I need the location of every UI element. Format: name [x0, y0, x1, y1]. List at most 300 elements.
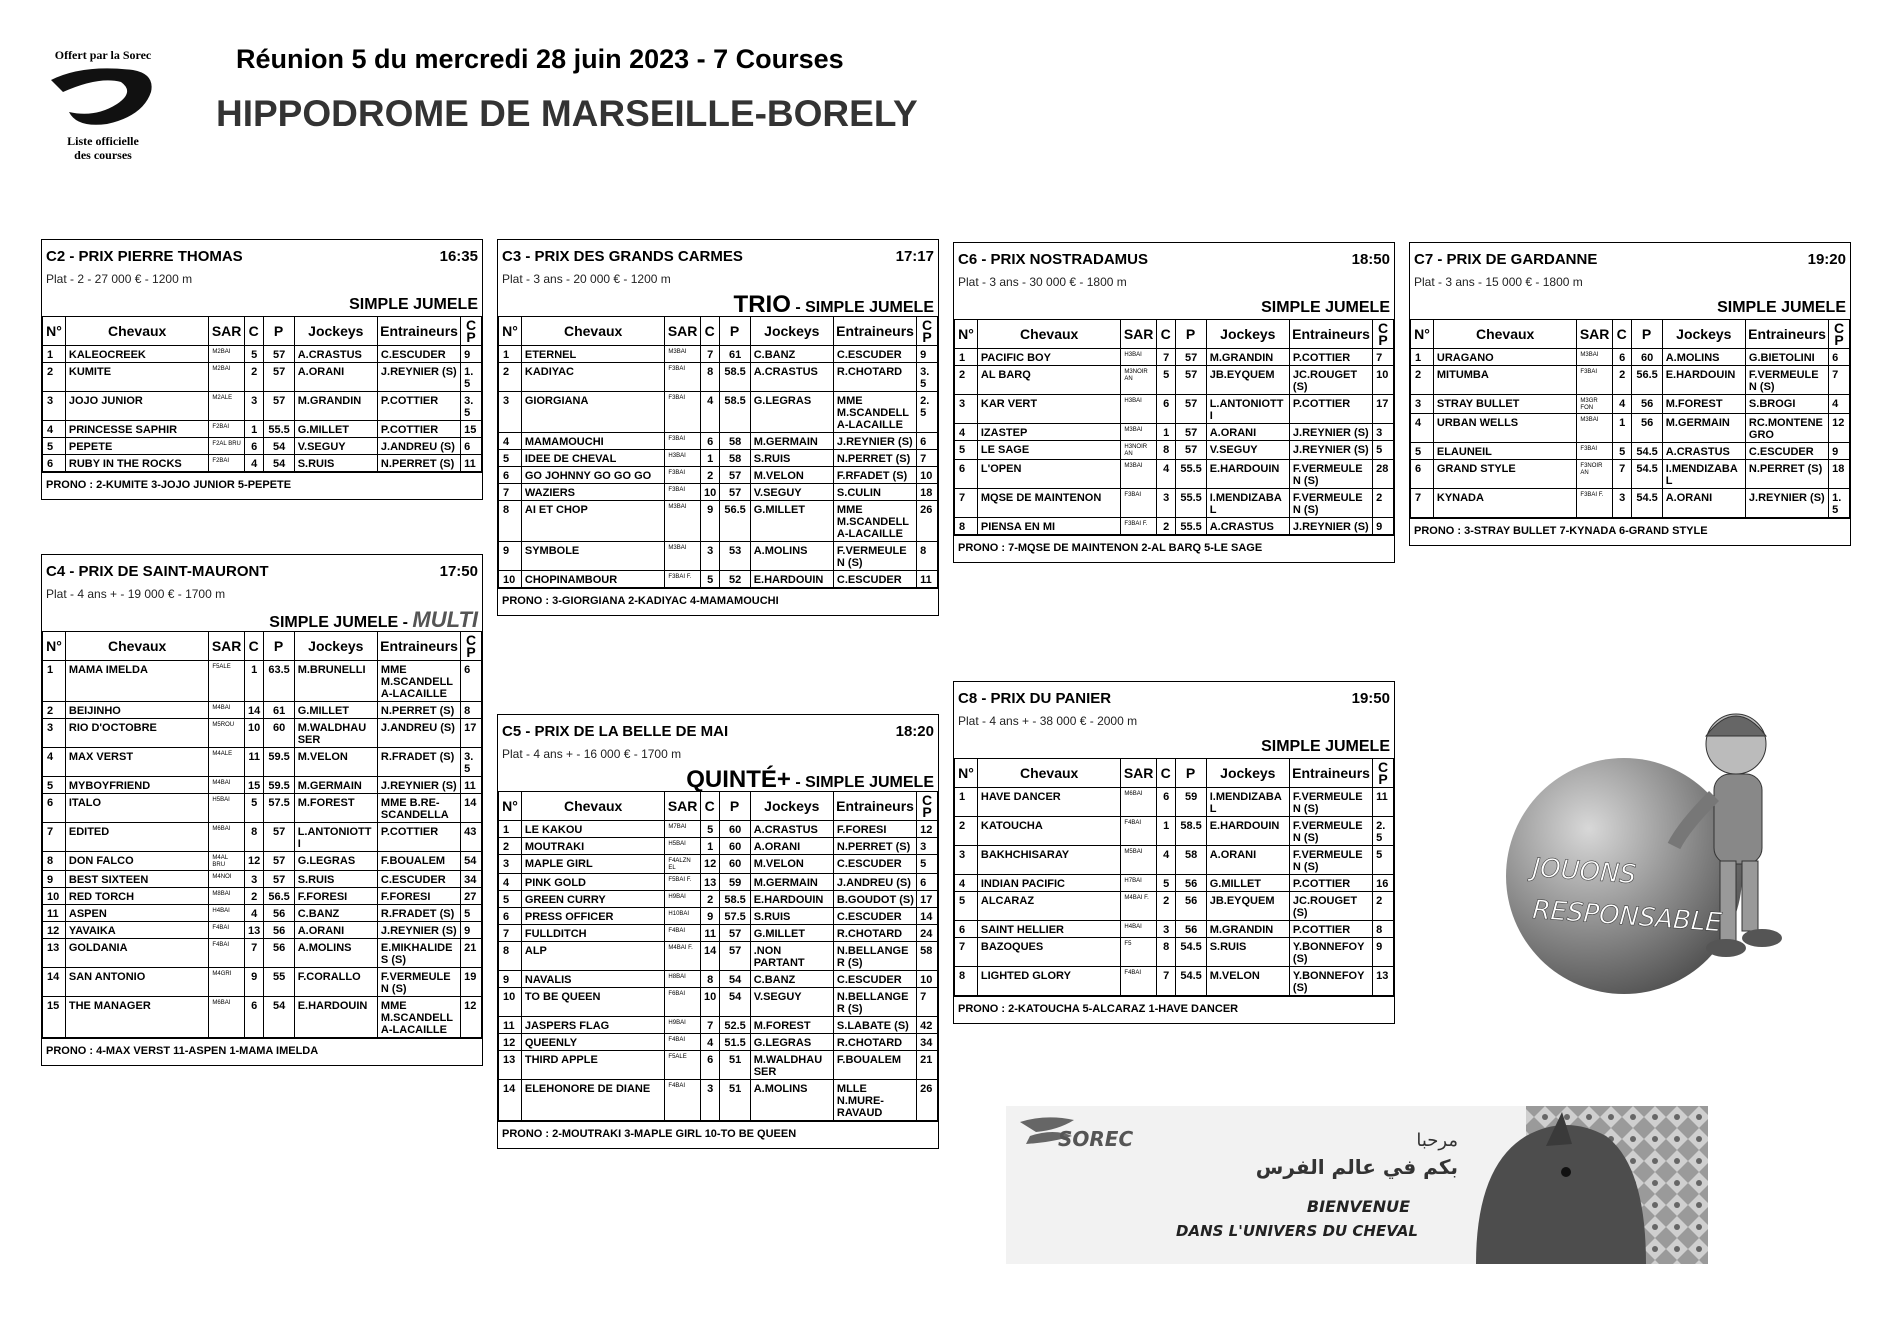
- column-header-trainer: Entraineurs: [833, 792, 916, 821]
- runner-row: [499, 392, 938, 433]
- odds: 14: [461, 794, 482, 823]
- horse-name: LE SAGE: [977, 441, 1121, 460]
- runner-number: 6: [1411, 460, 1434, 489]
- trainer: J.REYNIER (S): [377, 777, 460, 794]
- column-header-jockey: Jockeys: [1206, 320, 1289, 349]
- horse-name: IZASTEP: [977, 424, 1121, 441]
- draw: 12: [244, 852, 263, 871]
- horse-name: ELEHONORE DE DIANE: [521, 1080, 665, 1121]
- runner-number: 12: [43, 922, 66, 939]
- horse-sar: M4BAI: [209, 702, 244, 719]
- horse-name: RIO D'OCTOBRE: [65, 719, 209, 748]
- runner-row: [955, 967, 1394, 996]
- odds: 3.5: [461, 748, 482, 777]
- draw: 3: [700, 1080, 719, 1121]
- runner-number: 7: [1411, 489, 1434, 518]
- horse-sar: H7BAI: [1121, 875, 1156, 892]
- sorec-text: SOREC: [1058, 1127, 1134, 1151]
- runner-row: [955, 875, 1394, 892]
- jockey: S.RUIS: [294, 455, 377, 472]
- table-header-row: [43, 317, 482, 346]
- horse-name: MQSE DE MAINTENON: [977, 489, 1121, 518]
- weight: 51: [719, 1051, 750, 1080]
- trainer: G.BIETOLINI: [1745, 349, 1828, 366]
- runners-table: [498, 791, 938, 1121]
- horse-sar: M4GRI: [209, 968, 244, 997]
- horse-name: CHOPINAMBOUR: [521, 571, 665, 588]
- runner-row: [499, 450, 938, 467]
- runner-row: [955, 366, 1394, 395]
- runner-row: [955, 846, 1394, 875]
- draw: 7: [1612, 460, 1631, 489]
- odds: 17: [917, 891, 938, 908]
- jockey: C.BANZ: [294, 905, 377, 922]
- odds: 26: [917, 501, 938, 542]
- runner-row: [43, 871, 482, 888]
- jockey: G.LEGRAS: [750, 392, 833, 433]
- trainer: C.ESCUDER: [833, 346, 916, 363]
- trainer: S.BROGI: [1745, 395, 1828, 414]
- runner-row: [499, 484, 938, 501]
- race-card-c5: [497, 714, 939, 1149]
- horse-sar: M3BAI: [665, 542, 700, 571]
- runner-number: 2: [1411, 366, 1434, 395]
- weight: 55.5: [1175, 460, 1206, 489]
- runner-number: 8: [955, 518, 978, 535]
- horse-name: TO BE QUEEN: [521, 988, 665, 1017]
- column-header-horse: Chevaux: [977, 759, 1121, 788]
- horse-sar: F4BAI: [209, 939, 244, 968]
- horse-sar: F2BAI: [209, 421, 244, 438]
- draw: 5: [1612, 443, 1631, 460]
- runner-row: [43, 702, 482, 719]
- draw: 8: [700, 971, 719, 988]
- jockey: I.MENDIZABA L: [1206, 788, 1289, 817]
- weight: 57: [1175, 395, 1206, 424]
- odds: 18: [1829, 460, 1850, 489]
- runner-number: 7: [955, 489, 978, 518]
- column-header-p: P: [1175, 320, 1206, 349]
- trainer: R.FRADET (S): [377, 905, 460, 922]
- odds: 26: [917, 1080, 938, 1121]
- horse-sar: M3BAI: [1121, 424, 1156, 441]
- race-title: C5 - PRIX DE LA BELLE DE MAI: [502, 723, 729, 740]
- odds: 3.5: [461, 392, 482, 421]
- horse-sar: M6BAI: [1121, 788, 1156, 817]
- column-header-num: N°: [499, 317, 522, 346]
- odds: 2.5: [917, 392, 938, 433]
- horse-name: MAMAMOUCHI: [521, 433, 665, 450]
- column-header-trainer: Entraineurs: [377, 317, 460, 346]
- race-title: C7 - PRIX DE GARDANNE: [1414, 251, 1598, 268]
- runner-row: [499, 821, 938, 838]
- horse-name: THE MANAGER: [65, 997, 209, 1038]
- horse-name: DON FALCO: [65, 852, 209, 871]
- horse-name: GREEN CURRY: [521, 891, 665, 908]
- column-header-num: N°: [1411, 320, 1434, 349]
- weight: 56: [1175, 892, 1206, 921]
- jockey: M.GRANDIN: [1206, 921, 1289, 938]
- runner-number: 5: [955, 892, 978, 921]
- odds: 5: [917, 855, 938, 874]
- race-bet-types: [1410, 295, 1850, 319]
- column-header-p: P: [1631, 320, 1662, 349]
- odds: 10: [917, 971, 938, 988]
- trainer: R.CHOTARD: [833, 1034, 916, 1051]
- odds: 7: [917, 450, 938, 467]
- draw: 3: [1156, 921, 1175, 938]
- odds: 2.5: [1373, 817, 1394, 846]
- jockey: E.HARDOUIN: [1206, 817, 1289, 846]
- arabic-welcome-2: بكم في عالم الفرس: [1255, 1155, 1458, 1179]
- runner-number: 6: [499, 467, 522, 484]
- trainer: JC.ROUGET (S): [1289, 366, 1372, 395]
- draw: 4: [1156, 460, 1175, 489]
- runner-number: 1: [499, 821, 522, 838]
- race-time: 16:35: [439, 248, 478, 265]
- trainer: P.COTTIER: [1289, 395, 1372, 424]
- runner-row: [43, 438, 482, 455]
- column-header-horse: Chevaux: [521, 792, 665, 821]
- runner-number: 6: [955, 460, 978, 489]
- trainer: F.VERMEULE N (S): [1289, 788, 1372, 817]
- draw: 2: [700, 467, 719, 484]
- horse-name: ALCARAZ: [977, 892, 1121, 921]
- race-bet-types: [498, 292, 938, 316]
- runner-number: 4: [1411, 414, 1434, 443]
- runner-row: [43, 905, 482, 922]
- race-title: C8 - PRIX DU PANIER: [958, 690, 1112, 707]
- weight: 56.5: [1631, 366, 1662, 395]
- column-header-cp: CP: [461, 632, 482, 661]
- weight: 56: [263, 905, 294, 922]
- draw: 8: [1156, 441, 1175, 460]
- runner-number: 5: [43, 777, 66, 794]
- weight: 55.5: [1175, 489, 1206, 518]
- column-header-p: P: [263, 317, 294, 346]
- odds: 34: [461, 871, 482, 888]
- runner-row: [499, 571, 938, 588]
- draw: 2: [244, 363, 263, 392]
- jouons-text-1: JOUONS: [1531, 853, 1637, 891]
- column-header-jockey: Jockeys: [750, 317, 833, 346]
- runner-number: 1: [43, 346, 66, 363]
- runner-row: [499, 874, 938, 891]
- horse-sar: M3BAI: [1577, 414, 1612, 443]
- odds: 5: [1373, 441, 1394, 460]
- weight: 61: [263, 702, 294, 719]
- draw: 10: [700, 988, 719, 1017]
- draw: 15: [244, 777, 263, 794]
- draw: 6: [700, 1051, 719, 1080]
- runner-row: [43, 888, 482, 905]
- runner-row: [43, 392, 482, 421]
- runner-number: 1: [955, 349, 978, 366]
- column-header-p: P: [1175, 759, 1206, 788]
- race-prono: PRONO : 3-STRAY BULLET 7-KYNADA 6-GRAND STYLE: [1410, 518, 1850, 545]
- runner-row: [43, 939, 482, 968]
- logo-top-text: Offert par la Sorec: [54, 48, 152, 62]
- horse-sar: F6BAI: [665, 988, 700, 1017]
- horse-name: MITUMBA: [1433, 366, 1577, 395]
- runner-row: [1411, 366, 1850, 395]
- horse-name: PRINCESSE SAPHIR: [65, 421, 209, 438]
- trainer: N.PERRET (S): [833, 838, 916, 855]
- weight: 56: [1631, 414, 1662, 443]
- trainer: C.ESCUDER: [833, 571, 916, 588]
- runner-row: [499, 942, 938, 971]
- race-header: [498, 715, 938, 745]
- draw: 1: [244, 421, 263, 438]
- meeting-title: Réunion 5 du mercredi 28 juin 2023 - 7 Courses: [236, 44, 844, 74]
- weight: 55.5: [263, 421, 294, 438]
- column-header-sar: SAR: [209, 632, 244, 661]
- weight: 57: [263, 823, 294, 852]
- horse-sar: F5ALE: [665, 1051, 700, 1080]
- logo-bottom-text-1: Liste officielle: [67, 134, 139, 148]
- table-header-row: [1411, 320, 1850, 349]
- runner-number: 6: [43, 794, 66, 823]
- runner-number: 5: [499, 450, 522, 467]
- runner-number: 7: [499, 925, 522, 942]
- trainer: J.ANDREU (S): [833, 874, 916, 891]
- runners-table: [954, 319, 1394, 535]
- race-conditions: Plat - 2 - 27 000 € - 1200 m: [46, 272, 193, 286]
- jockey: M.FOREST: [750, 1017, 833, 1034]
- jockey: M.GERMAIN: [1662, 414, 1745, 443]
- runner-number: 10: [499, 988, 522, 1017]
- jockey: G.MILLET: [750, 501, 833, 542]
- column-header-cp: CP: [917, 792, 938, 821]
- runner-number: 2: [955, 817, 978, 846]
- trainer: F.VERMEULE N (S): [1289, 817, 1372, 846]
- weight: 51.5: [719, 1034, 750, 1051]
- odds: 8: [1373, 921, 1394, 938]
- jouons-text-2: RESPONSABLE: [1531, 895, 1723, 939]
- jockey: .NON PARTANT: [750, 942, 833, 971]
- weight: 55.5: [1175, 518, 1206, 535]
- horse-sar: F3BAI: [1121, 489, 1156, 518]
- bet-types-rest: SIMPLE JUMELE: [1717, 299, 1846, 316]
- runner-number: 3: [955, 846, 978, 875]
- runner-row: [43, 455, 482, 472]
- trainer: S.CULIN: [833, 484, 916, 501]
- draw: 3: [1156, 489, 1175, 518]
- jockey: M.GERMAIN: [750, 874, 833, 891]
- runner-row: [955, 489, 1394, 518]
- runner-number: 1: [499, 346, 522, 363]
- jockey: M.VELON: [1206, 967, 1289, 996]
- weight: 58.5: [719, 891, 750, 908]
- trainer: R.FRADET (S): [377, 748, 460, 777]
- odds: 2: [1373, 892, 1394, 921]
- odds: 6: [917, 433, 938, 450]
- column-header-sar: SAR: [665, 792, 700, 821]
- draw: 7: [1156, 349, 1175, 366]
- runner-number: 5: [499, 891, 522, 908]
- runner-number: 10: [43, 888, 66, 905]
- runner-row: [1411, 460, 1850, 489]
- odds: 9: [1829, 443, 1850, 460]
- bet-types-rest: - SIMPLE JUMELE: [790, 774, 934, 791]
- odds: 7: [917, 988, 938, 1017]
- runner-number: 7: [43, 823, 66, 852]
- horse-sar: M4NOI: [209, 871, 244, 888]
- runner-row: [1411, 443, 1850, 460]
- horse-sar: F4BAI: [209, 922, 244, 939]
- runner-row: [499, 838, 938, 855]
- jockey: I.MENDIZABA L: [1206, 489, 1289, 518]
- draw: 10: [700, 484, 719, 501]
- horse-name: ETERNEL: [521, 346, 665, 363]
- draw: 5: [244, 794, 263, 823]
- trainer: C.ESCUDER: [833, 855, 916, 874]
- trainer: J.ANDREU (S): [377, 438, 460, 455]
- jockey: L.ANTONIOTT I: [294, 823, 377, 852]
- race-card-c8: [953, 681, 1395, 1024]
- odds: 1.5: [1829, 489, 1850, 518]
- weight: 56: [1631, 395, 1662, 414]
- bet-types-rest: SIMPLE JUMELE: [1261, 299, 1390, 316]
- trainer: E.MIKHALIDE S (S): [377, 939, 460, 968]
- runner-row: [499, 501, 938, 542]
- race-prono: PRONO : 3-GIORGIANA 2-KADIYAC 4-MAMAMOUCHI: [498, 588, 938, 615]
- draw: 9: [700, 908, 719, 925]
- bet-types-main: SIMPLE JUMELE -: [269, 614, 413, 631]
- runner-row: [499, 467, 938, 484]
- trainer: JC.ROUGET (S): [1289, 892, 1372, 921]
- column-header-sar: SAR: [1577, 320, 1612, 349]
- race-header: [954, 682, 1394, 712]
- bet-types-rest: SIMPLE JUMELE: [349, 296, 478, 313]
- horse-name: ALP: [521, 942, 665, 971]
- runner-number: 8: [955, 967, 978, 996]
- odds: 9: [1373, 518, 1394, 535]
- horse-name: SAINT HELLIER: [977, 921, 1121, 938]
- horse-sar: F4BAI: [665, 1080, 700, 1121]
- runner-number: 1: [955, 788, 978, 817]
- horse-name: MYBOYFRIEND: [65, 777, 209, 794]
- weight: 60: [719, 855, 750, 874]
- draw: 3: [244, 392, 263, 421]
- runner-number: 8: [499, 942, 522, 971]
- runner-number: 4: [43, 748, 66, 777]
- runner-row: [499, 542, 938, 571]
- trainer: N.BELLANGE R (S): [833, 988, 916, 1017]
- jockey: A.CRASTUS: [750, 821, 833, 838]
- weight: 58.5: [719, 392, 750, 433]
- column-header-c: C: [1156, 759, 1175, 788]
- runner-row: [499, 1017, 938, 1034]
- odds: 9: [917, 346, 938, 363]
- horse-name: AI ET CHOP: [521, 501, 665, 542]
- trainer: F.VERMEULE N (S): [833, 542, 916, 571]
- runner-number: 3: [43, 392, 66, 421]
- horse-sar: H3BAI: [1121, 395, 1156, 424]
- trainer: N.PERRET (S): [377, 455, 460, 472]
- trainer: C.ESCUDER: [377, 346, 460, 363]
- horse-name: PEPETE: [65, 438, 209, 455]
- draw: 4: [700, 392, 719, 433]
- draw: 11: [244, 748, 263, 777]
- weight: 57: [263, 871, 294, 888]
- odds: 43: [461, 823, 482, 852]
- jockey: A.MOLINS: [1662, 349, 1745, 366]
- race-conditions: Plat - 4 ans + - 19 000 € - 1700 m: [46, 587, 226, 601]
- runner-number: 7: [499, 484, 522, 501]
- runner-row: [43, 661, 482, 702]
- weight: 57: [263, 852, 294, 871]
- odds: 12: [917, 821, 938, 838]
- runner-number: 9: [499, 971, 522, 988]
- trainer: R.CHOTARD: [833, 925, 916, 942]
- column-header-cp: CP: [1829, 320, 1850, 349]
- weight: 57: [1175, 366, 1206, 395]
- odds: 9: [1373, 938, 1394, 967]
- jockey: C.BANZ: [750, 971, 833, 988]
- horse-name: KATOUCHA: [977, 817, 1121, 846]
- odds: 27: [461, 888, 482, 905]
- jockey: A.CRASTUS: [1206, 518, 1289, 535]
- horse-sar: F4BAI: [665, 1034, 700, 1051]
- jockey: M.GERMAIN: [294, 777, 377, 794]
- table-header-row: [499, 792, 938, 821]
- odds: 21: [917, 1051, 938, 1080]
- runner-row: [499, 908, 938, 925]
- horse-name: LE KAKOU: [521, 821, 665, 838]
- column-header-trainer: Entraineurs: [833, 317, 916, 346]
- weight: 51: [719, 1080, 750, 1121]
- runner-row: [43, 777, 482, 794]
- runner-number: 5: [955, 441, 978, 460]
- horse-name: MAPLE GIRL: [521, 855, 665, 874]
- horse-name: AL BARQ: [977, 366, 1121, 395]
- column-header-cp: CP: [917, 317, 938, 346]
- weight: 60: [719, 821, 750, 838]
- runner-row: [955, 921, 1394, 938]
- jockey: G.MILLET: [1206, 875, 1289, 892]
- odds: 11: [461, 455, 482, 472]
- horse-name: KYNADA: [1433, 489, 1577, 518]
- draw: 2: [1612, 366, 1631, 395]
- runner-number: 4: [43, 421, 66, 438]
- horse-sar: F2BAI: [209, 455, 244, 472]
- trainer: J.REYNIER (S): [1289, 441, 1372, 460]
- horse-name: URBAN WELLS: [1433, 414, 1577, 443]
- odds: 17: [1373, 395, 1394, 424]
- odds: 6: [461, 661, 482, 702]
- odds: 10: [917, 467, 938, 484]
- weight: 57: [719, 484, 750, 501]
- horse-sar: M5BAI: [1121, 846, 1156, 875]
- column-header-jockey: Jockeys: [1206, 759, 1289, 788]
- trainer: RC.MONTENE GRO: [1745, 414, 1828, 443]
- table-header-row: [43, 632, 482, 661]
- jockey: V.SEGUY: [750, 484, 833, 501]
- draw: 6: [700, 433, 719, 450]
- horse-sar: M3BAI: [665, 346, 700, 363]
- odds: 24: [917, 925, 938, 942]
- sorec-logo: [40, 48, 166, 166]
- race-header: [42, 555, 482, 585]
- draw: 8: [244, 823, 263, 852]
- odds: 7: [1373, 349, 1394, 366]
- weight: 57: [1175, 424, 1206, 441]
- weight: 60: [263, 719, 294, 748]
- column-header-p: P: [719, 792, 750, 821]
- runner-row: [1411, 395, 1850, 414]
- horse-sar: M5ROU: [209, 719, 244, 748]
